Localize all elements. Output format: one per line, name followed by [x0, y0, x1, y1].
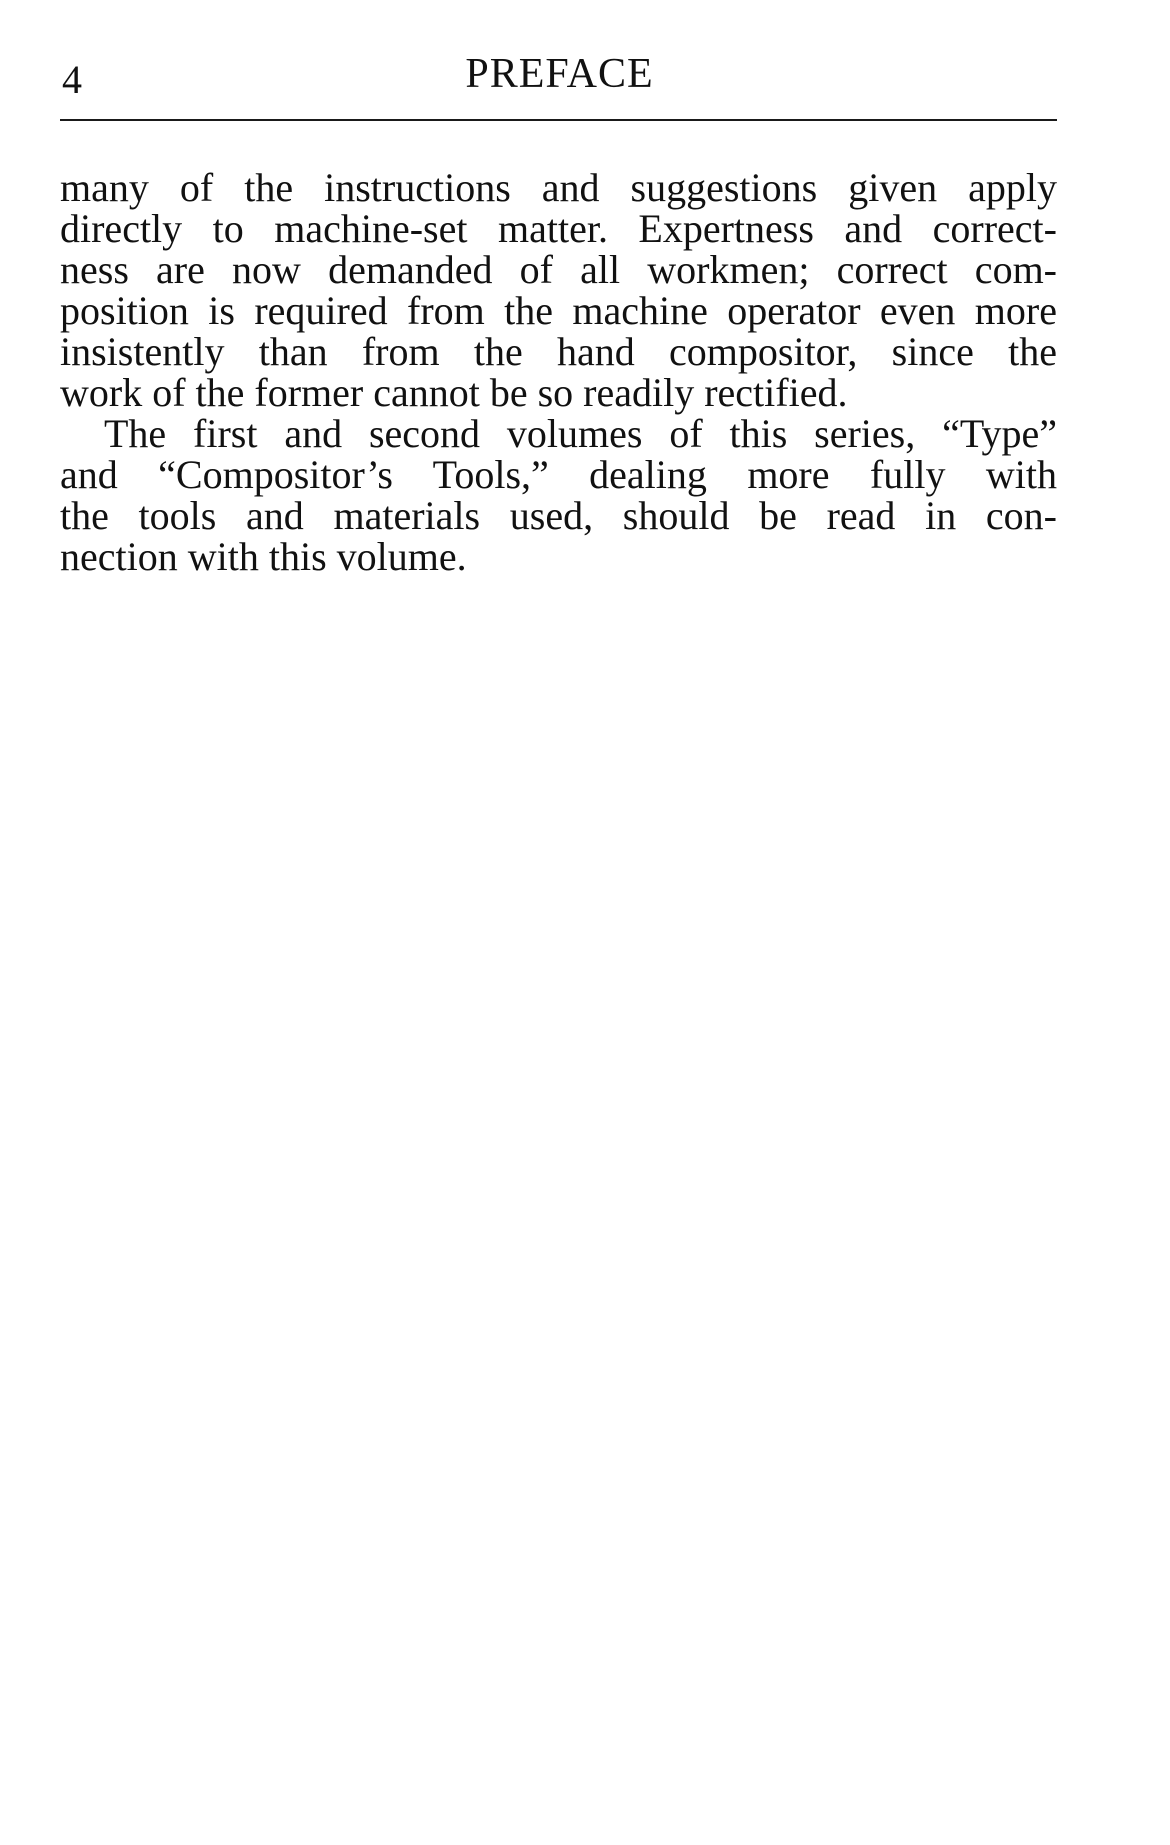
paragraph-2 [60, 413, 1057, 577]
page-number: 4 [62, 57, 82, 102]
text-line: directly to machine-set matter. Expertness and correct- [60, 206, 1057, 251]
text-line: position is required from the machine operator even more [60, 288, 1057, 333]
text-line: many of the instructions and suggestions given apply [60, 165, 1057, 210]
text-line: The first and second volumes of this series, “Type” [104, 411, 1057, 456]
header-rule [60, 119, 1057, 121]
text-line: nection with this volume. [60, 534, 467, 579]
text-line: the tools and materials used, should be read in con- [60, 493, 1057, 538]
text-line: and “Compositor’s Tools,” dealing more fully with [60, 452, 1057, 497]
paragraph-1 [60, 167, 1057, 413]
text-line: ness are now demanded of all workmen; correct com- [60, 247, 1057, 292]
text-line: insistently than from the hand compositor, since the [60, 329, 1057, 374]
body-text [60, 167, 1057, 577]
running-head [62, 50, 1057, 106]
text-line: work of the former cannot be so readily rectified. [60, 370, 848, 415]
running-title: PREFACE [465, 51, 654, 97]
